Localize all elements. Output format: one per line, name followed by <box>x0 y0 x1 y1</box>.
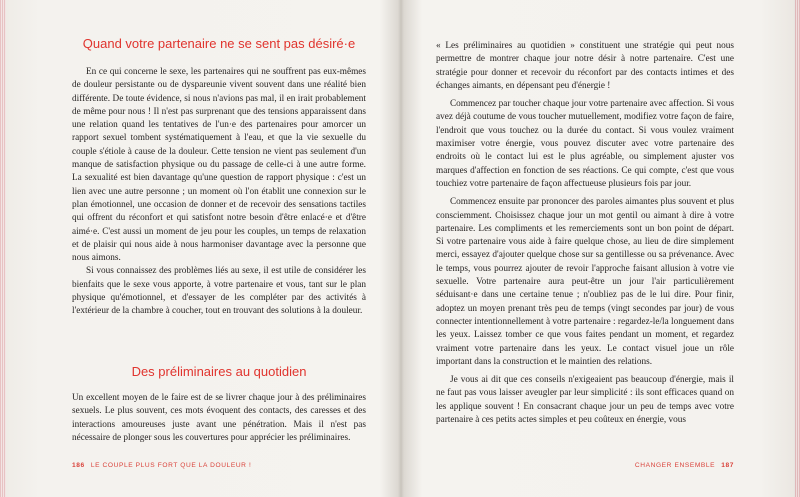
paragraph: Si vous connaissez des problèmes liés au sexe, il est utile de considérer les bienfaits que le sexe vous apporte, à votre partenaire et vous, tant sur le plan physique qu'émotionnel, et d'essayer de les compléter par des activités à l'extérieur de la chambre à coucher, tout en trouvant des solutions à la douleur. <box>72 266 366 317</box>
footer-right <box>635 462 734 469</box>
body-text-block-right <box>436 40 734 427</box>
running-title-right: CHANGER ENSEMBLE <box>634 462 716 469</box>
page-edge-right <box>795 0 800 497</box>
section-heading-foreplay: Des préliminaires au quotidien <box>131 364 307 379</box>
paragraph: « Les préliminaires au quotidien » constituent une stratégie qui peut nous permettre de montrer chaque jour notre désir à notre partenaire. C'est une stratégie pour donner et recevoir du réconfort par des contacts intimes et des échanges aimants, en dépensant peu d'énergie ! <box>436 41 734 91</box>
right-page <box>436 0 734 497</box>
paragraph: Commencez ensuite par prononcer des paroles aimantes plus souvent et plus consciemment. Choisissez chaque jour un mot gentil ou aimant à dire à votre partenaire. Les compliments et les remerciements sont un bon point de départ. Si votre partenaire vous aide à faire quelque chose, au lieu de dire simplement merci, essayez d'ajouter quelque chose sur sa gentillesse ou sa prévenance. Avec le temps, vous pourrez ajouter de revoir l'approche faisant allusion à votre vie sexuelle. Votre partenaire aura peut-être un jour l'air particulièrement séduisant·e dans une certaine tenue ; n'oubliez pas de le lui dire. Pour finir, adoptez un moyen prenant très peu de temps (vingt secondes par jour) de vous connecter intentionnellement à votre partenaire : regardez-le/la longuement dans les yeux. Laissez tomber ce que vous faites pendant un moment, et regardez vraiment votre partenaire dans les yeux. Le contact visuel joue un rôle important dans la construction et le maintien des relations. <box>436 197 734 367</box>
paragraph: Commencez par toucher chaque jour votre partenaire avec affection. Si vous avez déjà coutume de vous toucher mutuellement, modifiez votre façon de faire, l'endroit que vous touchez ou la durée du contact. Si vous voulez vraiment maximiser votre énergie, vous pouvez discuter avec votre partenaire des endroits où le contact lui est le plus agréable, ou simplement ajuster vos marques d'affection en fonction de ses réactions. Ce qui compte, c'est que vous touchiez votre partenaire de façon affectueuse plusieurs fois par jour. <box>436 99 734 189</box>
page-number-right: 187 <box>721 462 734 469</box>
footer-left <box>72 462 251 469</box>
page-number-left: 186 <box>72 462 85 469</box>
page-edge-left <box>0 0 6 497</box>
running-title-left: LE COUPLE PLUS FORT QUE LA DOULEUR ! <box>90 462 252 469</box>
body-text-block-1 <box>72 66 366 319</box>
section-heading-partner: Quand votre partenaire ne se sent pas désiré·e <box>82 36 356 51</box>
paragraph: En ce qui concerne le sexe, les partenaires qui ne souffrent pas eux-mêmes de douleur persistante ou de dyspareunie vivent souvent dans une réalité bien différente. De toute évidence, si nous n'avions pas mal, il en irait probablement de même pour nous ! Il n'est pas surprenant que des tensions apparaissent dans une relation quand les tentatives de l'un·e des partenaires pour amorcer un rapport sexuel tombent systématiquement à l'eau, et que la vie sexuelle du couple s'étiole à cause de la douleur. Cette tension ne vient pas seulement d'un manque de satisfaction physique ou du passage de celle-ci à une autre forme. La sexualité est bien davantage qu'une question de rapport physique : c'est un lien avec une autre personne ; un moment où l'on établit une connexion sur le plan émotionnel, une occasion de donner et de recevoir des sensations tactiles qui offrent du réconfort et qui satisfont notre besoin d'être enlacé·e et d'être aimé·e. C'est aussi un moment de jeu pour les couples, un temps de relaxation et de plaisir qui nous aide à nous harmoniser davantage avec la personne que nous aimons. <box>72 67 366 264</box>
paragraph: Un excellent moyen de le faire est de se livrer chaque jour à des préliminaires sexuels. Le plus souvent, ces mots évoquent des contacts, des caresses et des interactions amoureuses juste avant une pénétration. Mais il n'est pas nécessaire de plonger sous les couvertures pour apprécier les préliminaires. <box>72 393 366 443</box>
paragraph: Je vous ai dit que ces conseils n'exigeaient pas beaucoup d'énergie, mais il ne faut pas vous laisser aveugler par leur simplicité : ils sont efficaces quand on les applique souvent ! En consacrant chaque jour un peu de temps avec votre partenaire à ces petits actes simples et peu coûteux en énergie, vous <box>436 375 734 426</box>
left-page <box>72 0 366 497</box>
body-text-block-2 <box>72 392 366 445</box>
